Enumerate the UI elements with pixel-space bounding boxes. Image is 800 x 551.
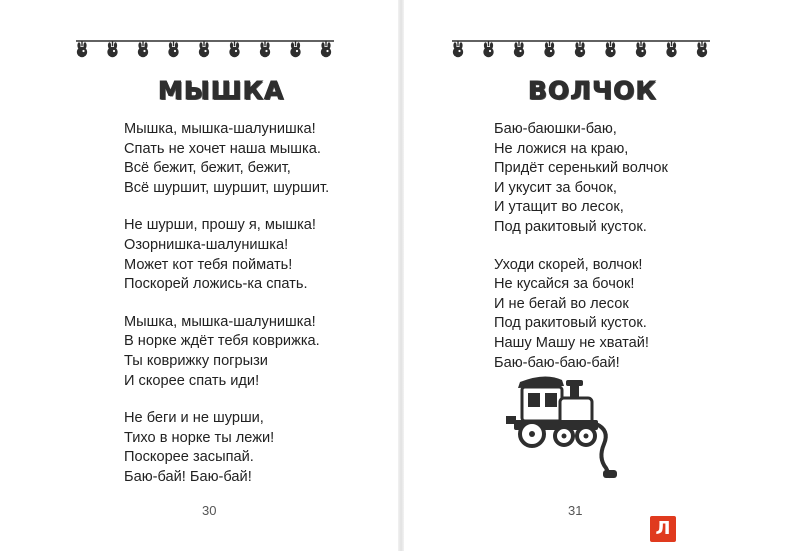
poem-line: Всё бежит, бежит, бежит,	[124, 160, 291, 177]
poem-line: Баю-баю-баю-бай!	[494, 354, 620, 371]
poem-text	[124, 120, 329, 506]
page-number: 31	[568, 503, 583, 518]
poem-line: И не бегай во лесок	[494, 295, 629, 312]
poem-line: Поскорей ложись-ка спать.	[124, 276, 308, 293]
poem-line: Баю-баюшки-баю,	[494, 121, 617, 137]
poem-line: Баю-бай! Баю-бай!	[124, 468, 252, 485]
page-left	[0, 0, 396, 551]
poem-line: Уходи скорей, волчок!	[494, 256, 643, 273]
page-number: 30	[202, 503, 217, 518]
poem-line: Ты коврижку погрызи	[124, 352, 268, 369]
poem-title: МЫШКА	[158, 76, 285, 105]
poem-line: Не беги и не шурши,	[124, 410, 264, 427]
poem-title: ВОЛЧОК	[528, 76, 657, 105]
poem-line: Мышка, мышка-шалунишка!	[124, 121, 316, 137]
toy-train-icon	[500, 372, 620, 480]
poem-line: Озорнишка-шалунишка!	[124, 236, 289, 253]
poem-line: Не шурши, прошу я, мышка!	[124, 217, 316, 234]
poem-line: Тихо в норке ты лежи!	[124, 429, 275, 446]
poem-line: Поскорее засыпай.	[124, 449, 254, 466]
poem-line: Спать не хочет наша мышка.	[124, 140, 321, 157]
poem-line: Всё шуршит, шуршит, шуршит.	[124, 179, 330, 196]
stanza	[124, 216, 329, 294]
poem-text	[494, 120, 668, 391]
poem-line: Может кот тебя поймать!	[124, 256, 293, 273]
ornament-border	[74, 36, 336, 60]
poem-line: Не ложися на краю,	[494, 140, 629, 157]
poem-line: И утащит во лесок,	[494, 199, 624, 216]
stanza	[124, 313, 329, 391]
poem-line: И укусит за бочок,	[494, 179, 617, 196]
poem-line: Не кусайся за бочок!	[494, 276, 635, 293]
stanza	[494, 120, 668, 238]
poem-line: Мышка, мышка-шалунишка!	[124, 313, 316, 330]
publisher-logo: Л	[650, 516, 676, 542]
page-right	[404, 0, 800, 551]
stanza	[124, 409, 329, 487]
poem-line: Под ракитовый кусток.	[494, 218, 647, 235]
ornament-border	[450, 36, 712, 60]
poem-line: Под ракитовый кусток.	[494, 315, 647, 332]
poem-line: В норке ждёт тебя коврижка.	[124, 333, 320, 350]
poem-line: Придёт серенький волчок	[494, 160, 668, 177]
stanza	[494, 256, 668, 374]
poem-line: И скорее спать иди!	[124, 372, 260, 389]
poem-line: Нашу Машу не хватай!	[494, 334, 649, 351]
stanza	[124, 120, 329, 198]
